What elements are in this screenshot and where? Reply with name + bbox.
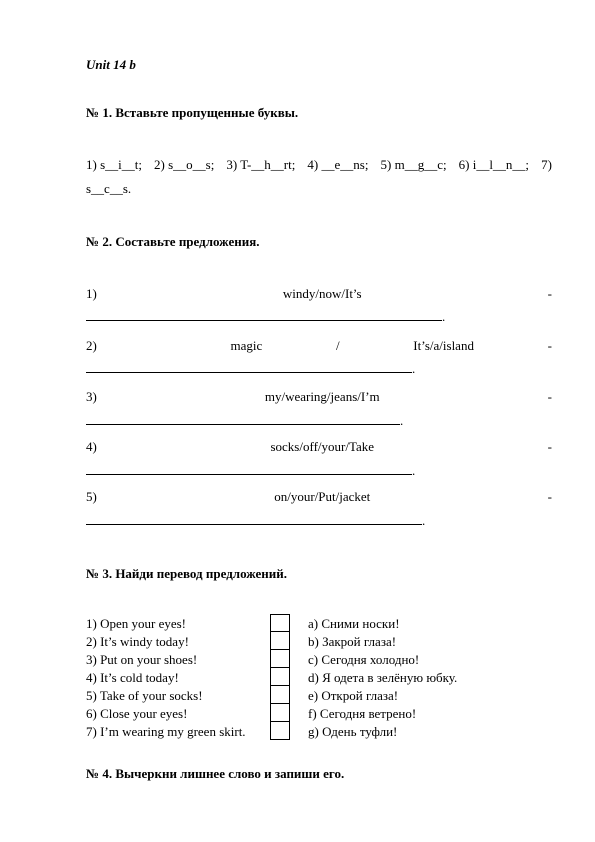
exercise-1-part: 1) s__i__t; <box>86 157 142 172</box>
item-number: 5) <box>86 489 97 504</box>
item-number: 4) <box>86 439 97 454</box>
english-sentence: 3) Put on your shoes! <box>86 652 198 667</box>
answer-line[interactable] <box>86 510 422 525</box>
exercise-4-heading: № 4. Вычеркни лишнее слово и запиши его. <box>86 766 345 781</box>
exercise-1-part: 5) m__g__c; <box>380 157 447 172</box>
box-divider <box>270 631 290 632</box>
exercise-2-item-5 <box>86 489 552 505</box>
russian-translation: d) Я одета в зелёную юбку. <box>308 670 458 685</box>
exercise-1-part: 3) T-__h__rt; <box>226 157 296 172</box>
scrambled-words: windy/now/It’s <box>282 286 362 301</box>
russian-translation: g) Одень туфли! <box>308 724 398 739</box>
russian-translation: e) Открой глаза! <box>308 688 399 703</box>
scrambled-words: socks/off/your/Take <box>270 439 375 454</box>
answer-line[interactable] <box>86 460 412 475</box>
answer-period: . <box>442 309 446 324</box>
exercise-1-part: 2) s__o__s; <box>154 157 215 172</box>
box-divider <box>270 721 290 722</box>
english-sentence: 6) Close your eyes! <box>86 706 188 721</box>
answer-line[interactable] <box>86 306 442 321</box>
exercise-1-part: 7) <box>541 157 552 172</box>
item-dash: - <box>547 286 552 301</box>
scrambled-words: / <box>335 338 340 353</box>
unit-title: Unit 14 b <box>86 57 136 72</box>
item-dash: - <box>547 489 552 504</box>
item-dash: - <box>547 439 552 454</box>
exercise-1-part: 4) __e__ns; <box>307 157 369 172</box>
box-divider <box>270 685 290 686</box>
exercise-2-item-2 <box>86 338 552 354</box>
russian-translation: b) Закрой глаза! <box>308 634 397 649</box>
russian-translation: c) Сегодня холодно! <box>308 652 420 667</box>
exercise-1-heading: № 1. Вставьте пропущенные буквы. <box>86 105 299 120</box>
answer-line[interactable] <box>86 358 412 373</box>
item-dash: - <box>547 338 552 353</box>
box-divider <box>270 703 290 704</box>
scrambled-words: It’s/a/island <box>413 338 474 353</box>
english-sentence: 7) I’m wearing my green skirt. <box>86 724 246 739</box>
exercise-1-part: 6) i__l__n__; <box>458 157 530 172</box>
answer-period: . <box>400 413 404 428</box>
item-number: 3) <box>86 389 97 404</box>
exercise-2-item-4 <box>86 439 552 455</box>
exercise-3-heading: № 3. Найди перевод предложений. <box>86 566 287 581</box>
scrambled-words: my/wearing/jeans/I’m <box>264 389 380 404</box>
item-number: 2) <box>86 338 97 353</box>
exercise-2-item-3 <box>86 389 552 405</box>
answer-period: . <box>412 361 416 376</box>
answer-period: . <box>422 513 426 528</box>
box-divider <box>270 667 290 668</box>
exercise-1-line-2: s__c__s. <box>86 181 132 196</box>
scrambled-words: on/your/Put/jacket <box>274 489 371 504</box>
exercise-1-line-1 <box>86 157 552 173</box>
english-sentence: 4) It’s cold today! <box>86 670 179 685</box>
box-divider <box>270 649 290 650</box>
answer-line[interactable] <box>86 410 400 425</box>
english-sentence: 5) Take of your socks! <box>86 688 203 703</box>
russian-translation: f) Сегодня ветрено! <box>308 706 417 721</box>
item-number: 1) <box>86 286 97 301</box>
english-sentence: 1) Open your eyes! <box>86 616 186 631</box>
scrambled-words: magic <box>230 338 263 353</box>
russian-translation: a) Сними носки! <box>308 616 400 631</box>
item-dash: - <box>547 389 552 404</box>
exercise-2-item-1 <box>86 286 552 302</box>
english-sentence: 2) It’s windy today! <box>86 634 189 649</box>
answer-period: . <box>412 463 416 478</box>
exercise-2-heading: № 2. Составьте предложения. <box>86 234 260 249</box>
